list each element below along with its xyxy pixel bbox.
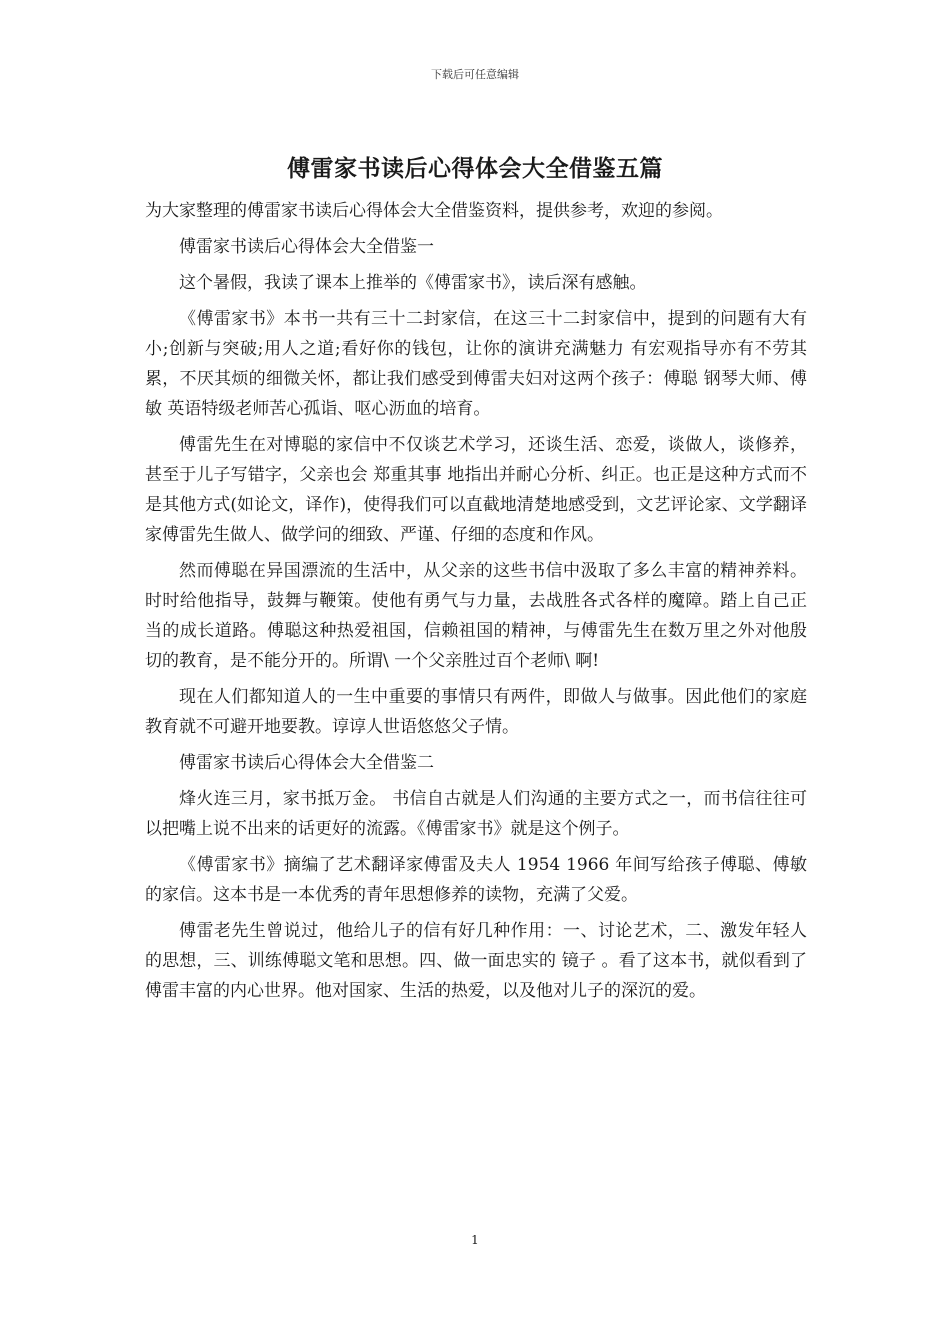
section-heading-2: 傅雷家书读后心得体会大全借鉴二 [179,753,434,773]
body-paragraph: 傅雷先生在对博聪的家信中不仅谈艺术学习，还谈生活、恋爱，谈做人，谈修养，甚至于儿子写错字，父亲也会 郑重其事 地指出并耐心分析、纠正。也正是这种方式而不是其他方式(如论文，译作)，使得我们可以直截地清楚地感受到，文艺评论家、文学翻译家傅雷先生做人、做学问的细致、严谨、仔细的态度和作风。 [145,435,807,545]
document-body [145,196,807,1012]
body-paragraph: 这个暑假，我读了课本上推举的《傅雷家书》，读后深有感触。 [179,273,647,293]
document-title: 傅雷家书读后心得体会大全借鉴五篇 [287,155,663,182]
intro-paragraph: 为大家整理的傅雷家书读后心得体会大全借鉴资料，提供参考，欢迎的参阅。 [145,201,723,221]
body-paragraph: 烽火连三月，家书抵万金。 书信自古就是人们沟通的主要方式之一，而书信往往可以把嘴上说不出来的话更好的流露。《傅雷家书》就是这个例子。 [145,789,807,839]
page-number: 1 [471,1233,479,1247]
body-paragraph: 现在人们都知道人的一生中重要的事情只有两件，即做人与做事。因此他们的家庭教育就不可避开地要教。谆谆人世语悠悠父子情。 [145,687,807,737]
page-header-note: 下载后可任意编辑 [431,68,519,81]
body-paragraph: 然而傅聪在异国漂流的生活中，从父亲的这些书信中汲取了多么丰富的精神养料。时时给他指导，鼓舞与鞭策。使他有勇气与力量，去战胜各式各样的魔障。踏上自己正当的成长道路。傅聪这种热爱祖国，信赖祖国的精神，与傅雷先生在数万里之外对他殷切的教育，是不能分开的。所谓\ 一个父亲胜过百个老师\ 啊! [145,561,807,671]
body-paragraph: 《傅雷家书》本书一共有三十二封家信，在这三十二封家信中，提到的问题有大有小;创新与突破;用人之道;看好你的钱包，让你的演讲充满魅力 有宏观指导亦有不劳其累，不厌其烦的细微关怀，都让我们感受到傅雷夫妇对这两个孩子：傅聪 钢琴大师、傅敏 英语特级老师苦心孤诣、呕心沥血的培育。 [145,309,807,419]
body-paragraph: 《傅雷家书》摘编了艺术翻译家傅雷及夫人 1954 1966 年间写给孩子傅聪、傅敏的家信。这本书是一本优秀的青年思想修养的读物，充满了父爱。 [145,855,807,905]
section-heading-1: 傅雷家书读后心得体会大全借鉴一 [179,237,434,257]
body-paragraph: 傅雷老先生曾说过，他给儿子的信有好几种作用：一、讨论艺术，二、激发年轻人的思想，三、训练傅聪文笔和思想。四、做一面忠实的 镜子 。看了这本书，就似看到了傅雷丰富的内心世界。他对国家、生活的热爱，以及他对儿子的深沉的爱。 [145,921,807,1001]
